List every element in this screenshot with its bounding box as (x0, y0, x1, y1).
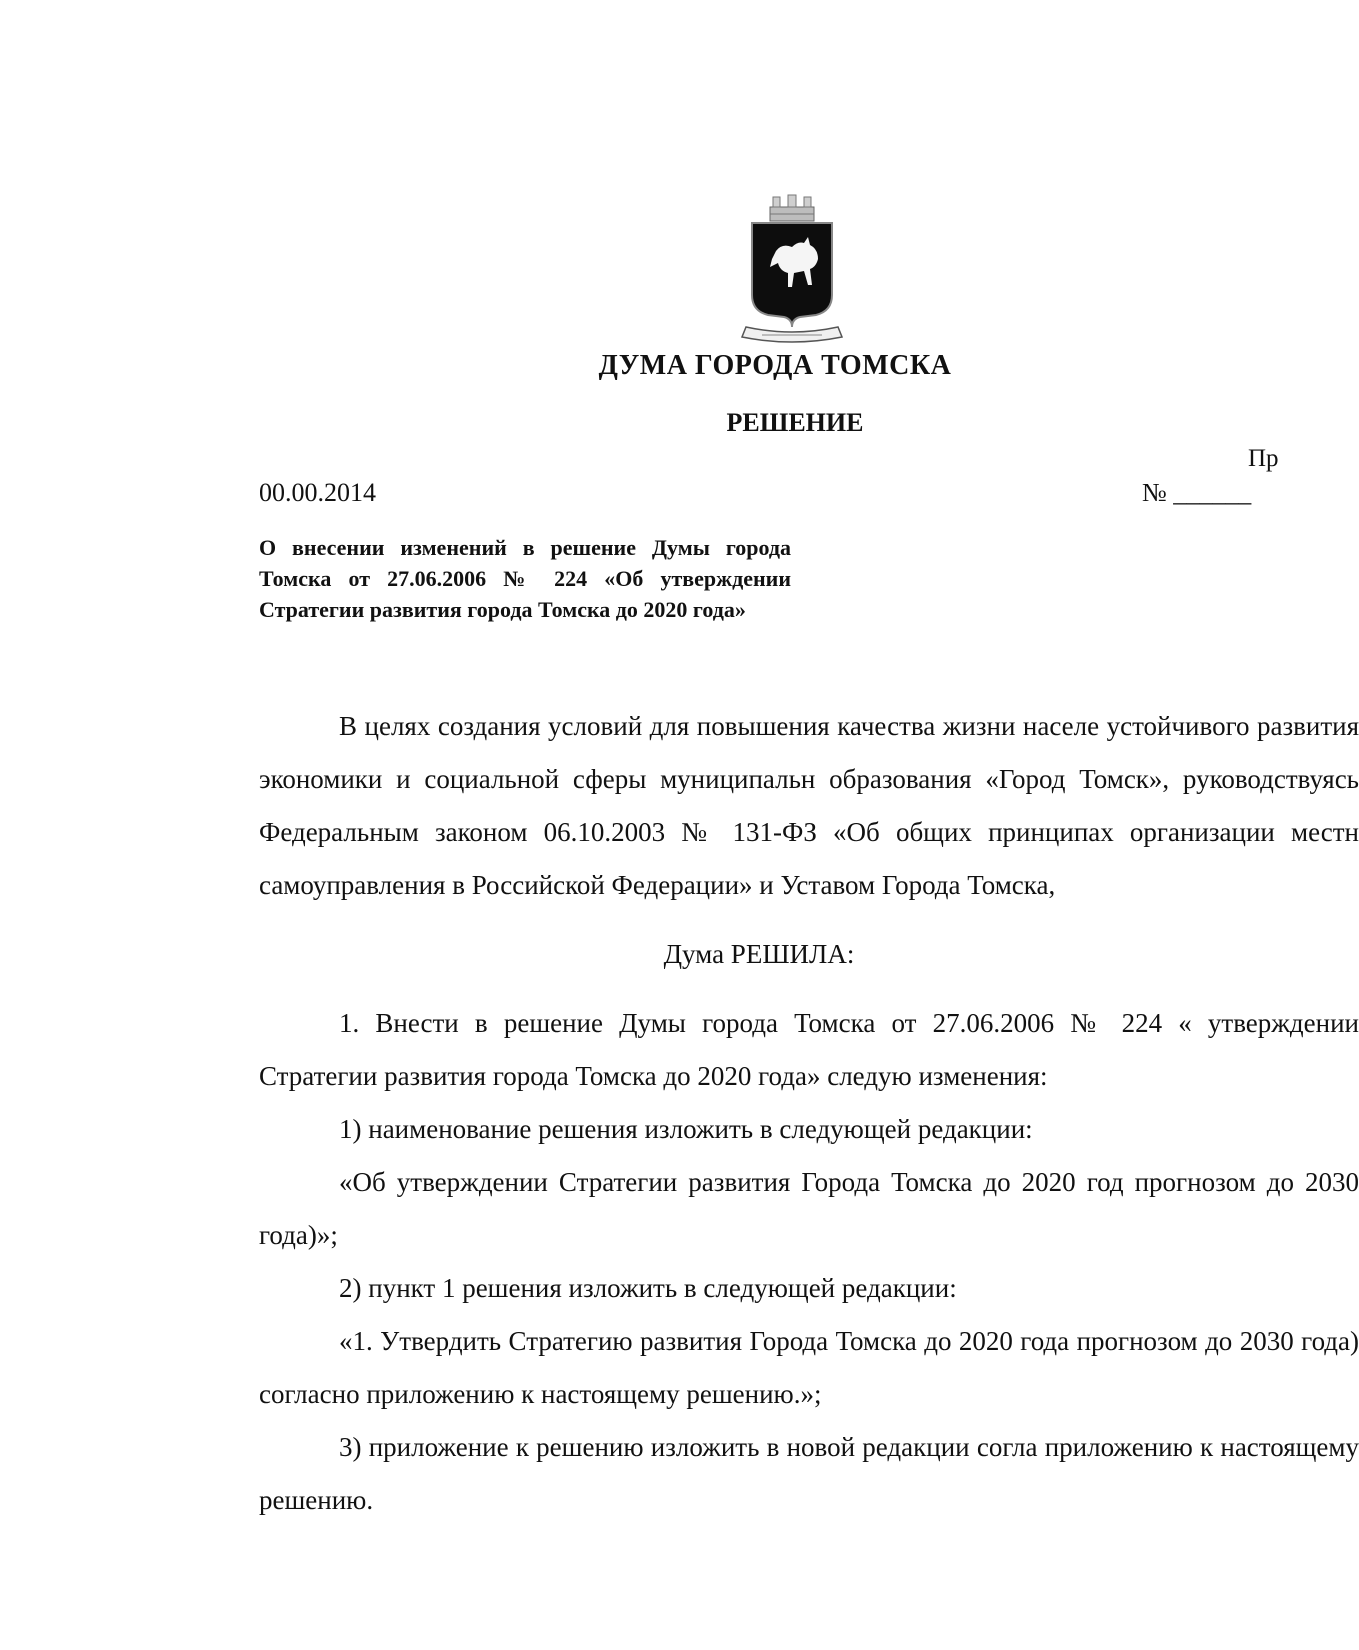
item-1-2-text: «1. Утвердить Стратегию развития Города Томска до 2020 года прогнозом до 2030 года) согласно приложению к настоящему решению.»; (259, 1326, 1359, 1409)
document-type: РЕШЕНИЕ (726, 408, 864, 437)
item-1-2: 2) пункт 1 решения изложить в следующей редакции: (339, 1273, 957, 1303)
resolution-line: Дума РЕШИЛА: (663, 939, 855, 969)
item-1-3: 3) приложение к решению изложить в новой редакции согла приложению к настоящему решению. (259, 1432, 1359, 1515)
document-number: № ______ (1142, 478, 1252, 507)
organization-title: ДУМА ГОРОДА ТОМСКА (598, 350, 952, 381)
item-1-1: 1) наименование решения изложить в следующей редакции: (339, 1114, 1033, 1144)
preamble-paragraph: В целях создания условий для повышения качества жизни населе устойчивого развития экономики и социальной сферы муниципальн образования «Город Томск», руководствуясь Федеральным законом 06.10.2003 № 131-ФЗ «Об общих принципах организации местн самоуправления в Российской Федерации» и Уставом Города Томска, (259, 711, 1359, 900)
document-date: 00.00.2014 (259, 478, 376, 507)
tomsk-coat-of-arms-icon (738, 193, 846, 348)
item-1-1-text: «Об утверждении Стратегии развития Города Томска до 2020 год прогнозом до 2030 года)»; (259, 1167, 1359, 1250)
document-body (259, 700, 1359, 1527)
draft-mark: Пр (1248, 445, 1279, 472)
document-subject: О внесении изменений в решение Думы города Томска от 27.06.2006 № 224 «Об утверждении Стратегии развития города Томска до 2020 года» (259, 535, 791, 622)
item-1: 1. Внести в решение Думы города Томска от 27.06.2006 № 224 « утверждении Стратегии развития города Томска до 2020 года» следую изменения: (259, 1008, 1359, 1091)
